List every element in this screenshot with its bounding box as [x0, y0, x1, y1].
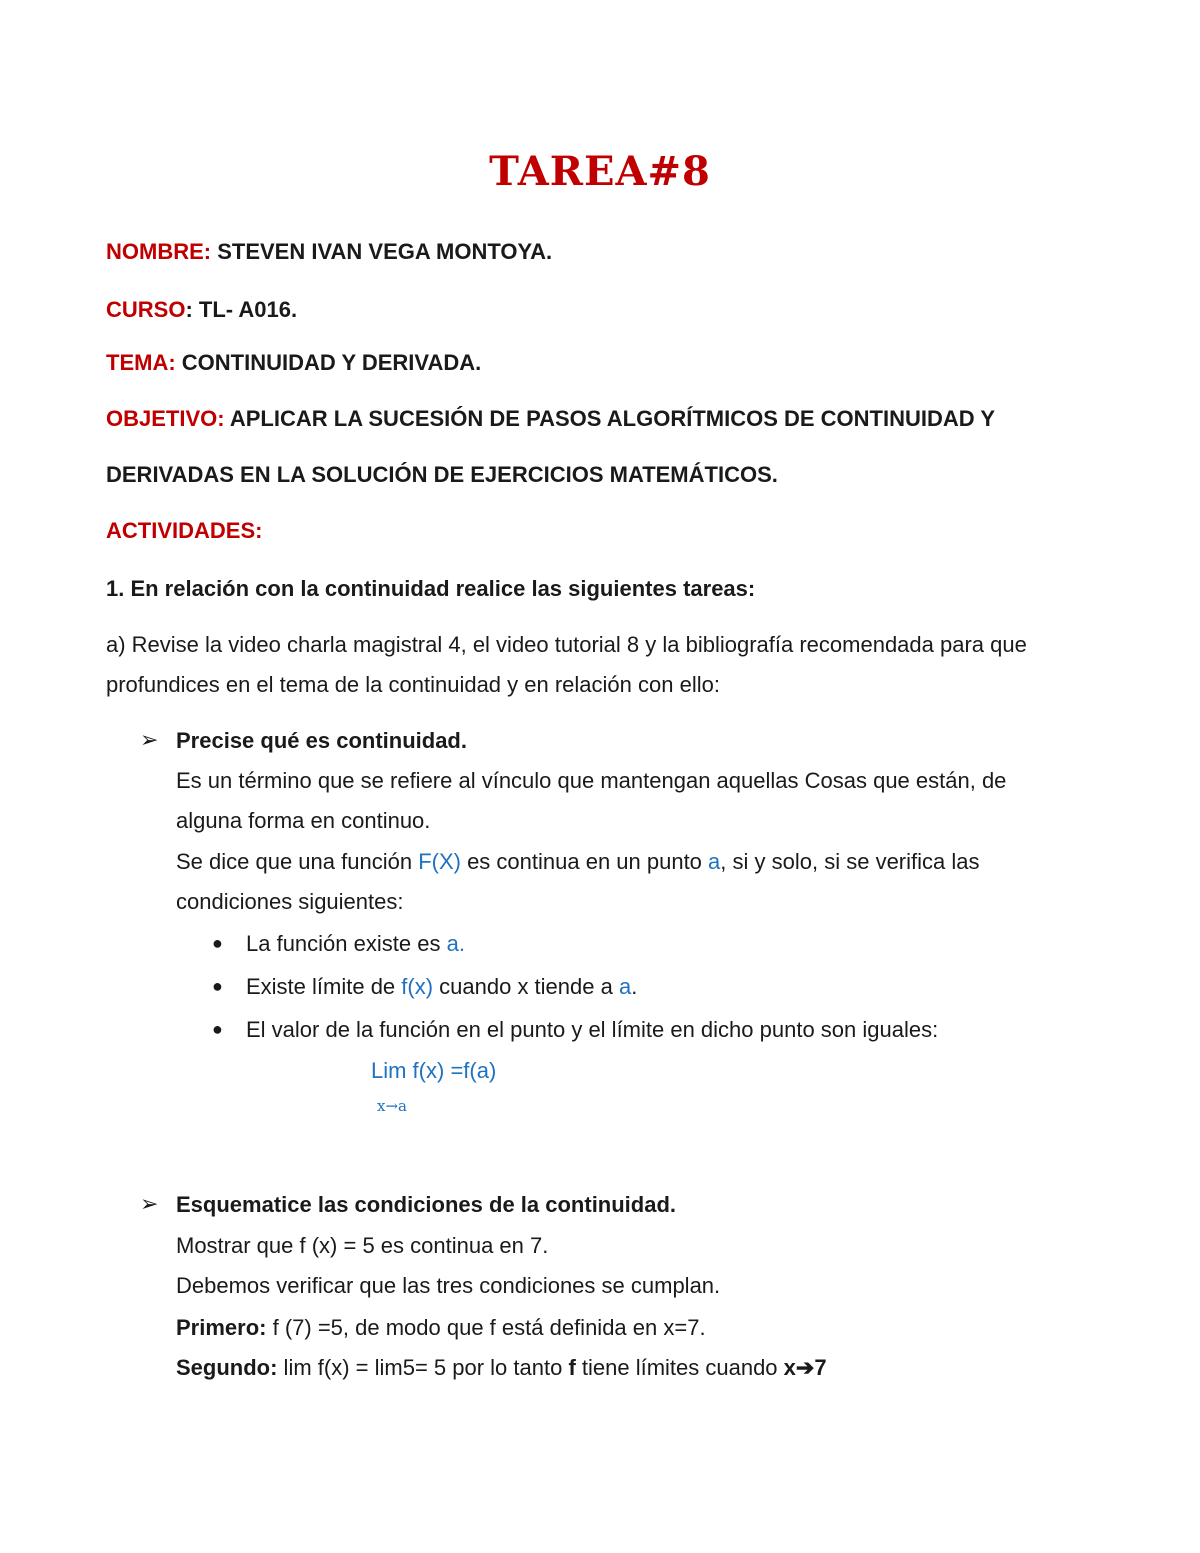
item1-p1-line2: alguna forma en continuo.: [176, 808, 431, 833]
field-objetivo-label: OBJETIVO:: [106, 406, 225, 431]
bullet-2-text-b: cuando x tiende a: [433, 974, 619, 999]
item1-p2-fx: F(X): [418, 849, 461, 874]
field-actividades-label: ACTIVIDADES:: [106, 518, 263, 543]
bullet-2-fx: f(x): [401, 974, 434, 999]
field-nombre-value: STEVEN IVAN VEGA MONTOYA.: [211, 239, 553, 264]
item2-heading: Esquematice las condiciones de la continuidad.: [176, 1192, 677, 1217]
bullet-1-text: La función existe es: [246, 931, 447, 956]
field-curso-value: : TL- A016.: [185, 297, 298, 322]
item2-line3-label: Primero:: [176, 1315, 267, 1340]
round-bullet-icon: ●: [212, 976, 223, 996]
field-curso: [106, 297, 297, 323]
round-bullet-icon: ●: [212, 933, 223, 953]
field-nombre: [106, 239, 552, 265]
item1-p1-line1: Es un término que se refiere al vínculo que mantengan aquellas Cosas que están, de: [176, 768, 1007, 793]
page-title: TAREA#8: [489, 148, 711, 195]
item1-p2-point-a: a: [708, 849, 721, 874]
field-objetivo: [106, 406, 995, 432]
item1-heading: Precise qué es continuidad.: [176, 728, 467, 753]
field-objetivo-line2: DERIVADAS EN LA SOLUCIÓN DE EJERCICIOS MATEMÁTICOS.: [106, 462, 778, 487]
field-nombre-label: NOMBRE:: [106, 239, 212, 264]
bullet-2-text-c: .: [631, 974, 638, 999]
item1-p2-line2: condiciones siguientes:: [176, 889, 404, 914]
section1-heading: 1. En relación con la continuidad realice las siguientes tareas:: [106, 576, 756, 601]
field-tema-value: CONTINUIDAD Y DERIVADA.: [175, 350, 482, 375]
item2-line2: Debemos verificar que las tres condiciones se cumplan.: [176, 1273, 721, 1298]
item2-line4-label: Segundo:: [176, 1355, 278, 1380]
bullet-2-point: a: [618, 974, 632, 999]
field-objetivo-line1: APLICAR LA SUCESIÓN DE PASOS ALGORÍTMICOS DE CONTINUIDAD Y: [224, 406, 996, 431]
arrowhead-bullet-icon: ➢: [140, 727, 159, 752]
item2-line4-f: f: [568, 1355, 576, 1380]
item2-line4-text-b: tiene límites cuando: [575, 1355, 784, 1380]
limit-formula: Lim f(x) =f(a): [371, 1058, 497, 1083]
item2-line4: [176, 1355, 827, 1381]
round-bullet-icon: ●: [212, 1019, 223, 1039]
arrowhead-bullet-icon: ➢: [140, 1191, 159, 1216]
section1-a-line2: profundices en el tema de la continuidad y en relación con ello:: [106, 672, 720, 697]
bullet-3: El valor de la función en el punto y el límite en dicho punto son iguales:: [246, 1017, 939, 1042]
limit-formula-subscript: x→a: [377, 1097, 407, 1115]
item2-line3-text: f (7) =5, de modo que f está definida en x=7.: [266, 1315, 706, 1340]
item1-p2-text-c: , si y solo, si se verifica las: [720, 849, 980, 874]
item2-line1: Mostrar que f (x) = 5 es continua en 7.: [176, 1233, 549, 1258]
item1-p2-text-b: es continua en un punto: [460, 849, 709, 874]
bullet-1: [246, 931, 465, 957]
item2-line4-limit: x➔7: [783, 1355, 827, 1380]
field-tema-label: TEMA:: [106, 350, 176, 375]
item2-line4-text-a: lim f(x) = lim5= 5 por lo tanto: [277, 1355, 569, 1380]
bullet-2: [246, 974, 637, 1000]
bullet-2-text-a: Existe límite de: [246, 974, 402, 999]
item1-p2-line1: [176, 849, 979, 875]
bullet-1-point: a.: [446, 931, 465, 956]
section1-a-line1: a) Revise la video charla magistral 4, el video tutorial 8 y la bibliografía recomendada para que: [106, 632, 1027, 657]
field-curso-label: CURSO: [106, 297, 186, 322]
item1-p2-text-a: Se dice que una función: [176, 849, 419, 874]
field-tema: [106, 350, 481, 376]
item2-line3: [176, 1315, 706, 1341]
